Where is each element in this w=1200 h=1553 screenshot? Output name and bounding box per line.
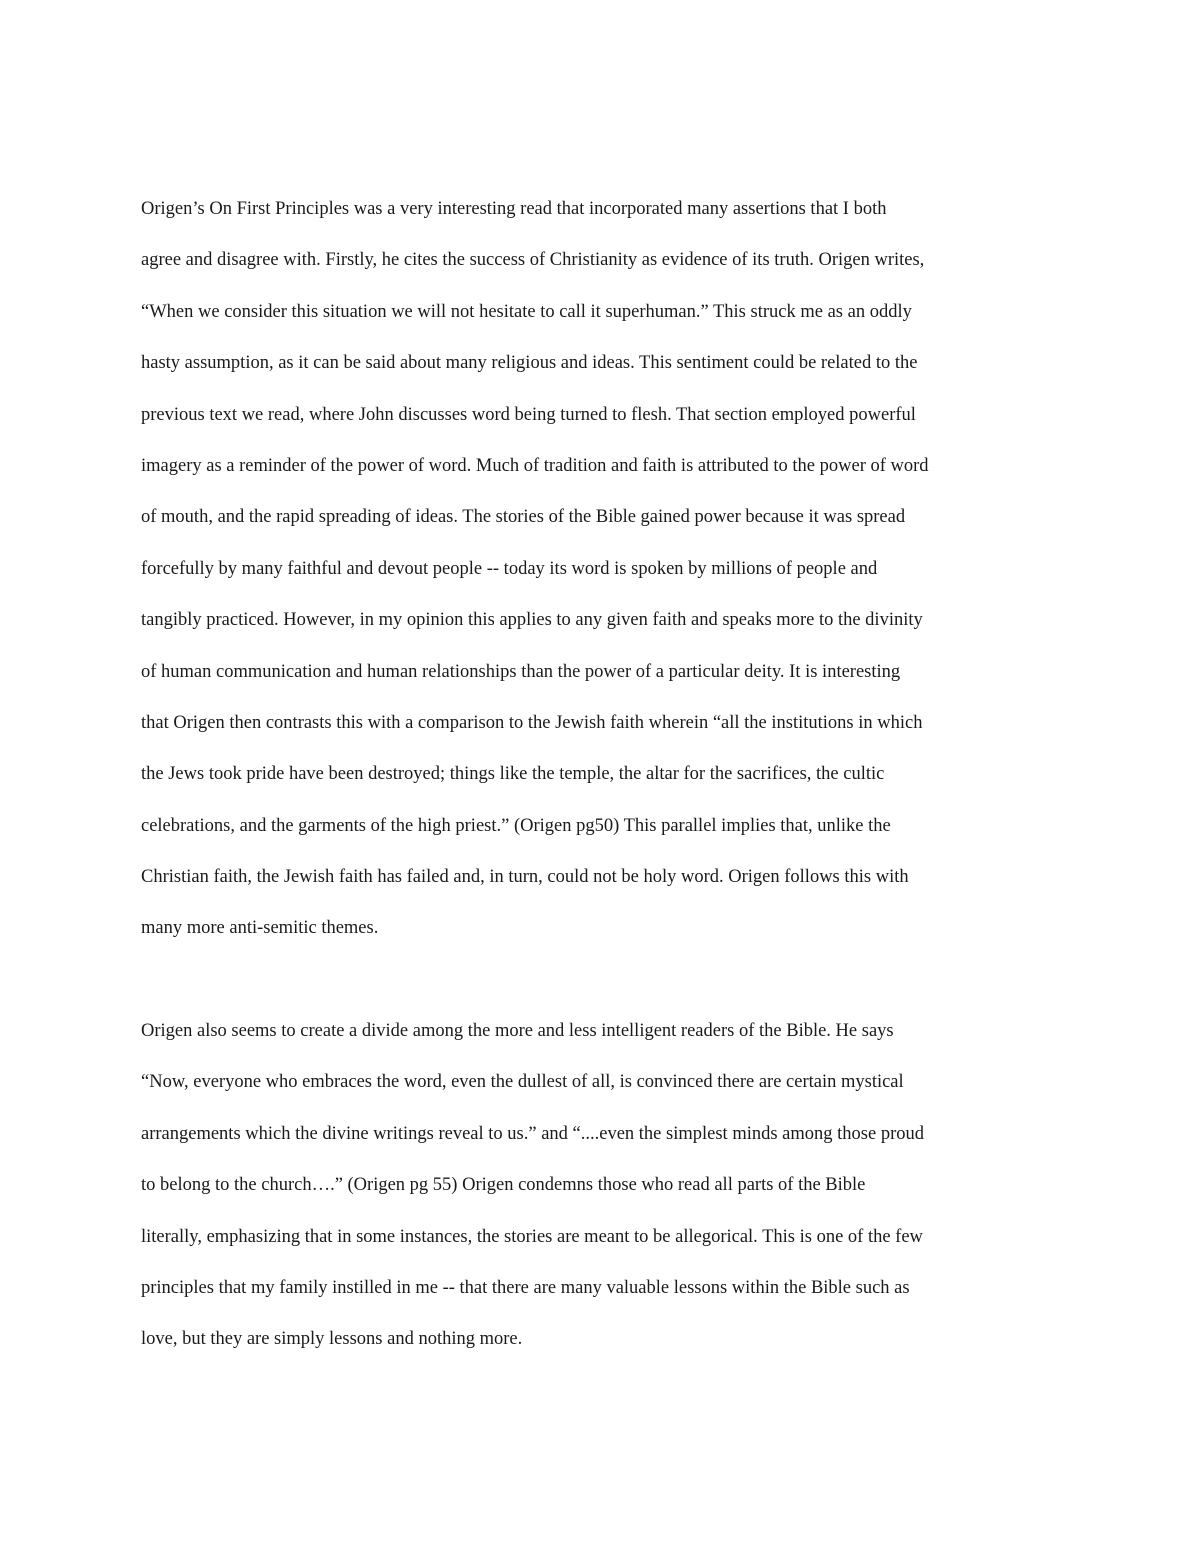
paragraph-line: forcefully by many faithful and devout people -- today its word is spoken by millions of people and [141,558,878,579]
paragraph-line: of human communication and human relationships than the power of a particular deity. It is interesting [141,661,901,682]
paragraph-line: Christian faith, the Jewish faith has failed and, in turn, could not be holy word. Origen follows this with [141,867,909,888]
paragraph-1 [141,197,1071,968]
paragraph-2 [141,1019,1071,1379]
paragraph-line: “When we consider this situation we will not hesitate to call it superhuman.” This struck me as an oddly [141,301,912,322]
paragraph-line: love, but they are simply lessons and nothing more. [141,1329,523,1350]
paragraph-line: hasty assumption, as it can be said about many religious and ideas. This sentiment could be related to the [141,353,918,374]
paragraph-line: celebrations, and the garments of the high priest.” (Origen pg50) This parallel implies that, unlike the [141,815,891,836]
paragraph-line: principles that my family instilled in me -- that there are many valuable lessons within the Bible such as [141,1277,910,1298]
paragraph-line: previous text we read, where John discusses word being turned to flesh. That section employed powerful [141,404,916,425]
paragraph-line: that Origen then contrasts this with a comparison to the Jewish faith wherein “all the institutions in which [141,712,923,733]
paragraph-line: Origen’s On First Principles was a very interesting read that incorporated many assertions that I both [141,199,887,219]
paragraph-line: imagery as a reminder of the power of word. Much of tradition and faith is attributed to the power of word [141,455,929,476]
paragraph-line: the Jews took pride have been destroyed; things like the temple, the altar for the sacrifices, the cultic [141,764,885,785]
paragraph-line: arrangements which the divine writings reveal to us.” and “....even the simplest minds among those proud [141,1123,924,1144]
paragraph-line: many more anti-semitic themes. [141,918,379,939]
paragraph-line: “Now, everyone who embraces the word, even the dullest of all, is convinced there are certain mystical [141,1072,904,1093]
paragraph-line: tangibly practiced. However, in my opinion this applies to any given faith and speaks more to the divinity [141,610,923,631]
paragraph-line: literally, emphasizing that in some instances, the stories are meant to be allegorical. This is one of the few [141,1226,923,1247]
paragraph-line: to belong to the church….” (Origen pg 55) Origen condemns those who read all parts of the Bible [141,1175,866,1196]
paragraph-line: Origen also seems to create a divide among the more and less intelligent readers of the Bible. He says [141,1021,894,1041]
paragraph-line: agree and disagree with. Firstly, he cites the success of Christianity as evidence of its truth. Origen writes, [141,250,925,271]
paragraph-line: of mouth, and the rapid spreading of ideas. The stories of the Bible gained power because it was spread [141,507,906,528]
